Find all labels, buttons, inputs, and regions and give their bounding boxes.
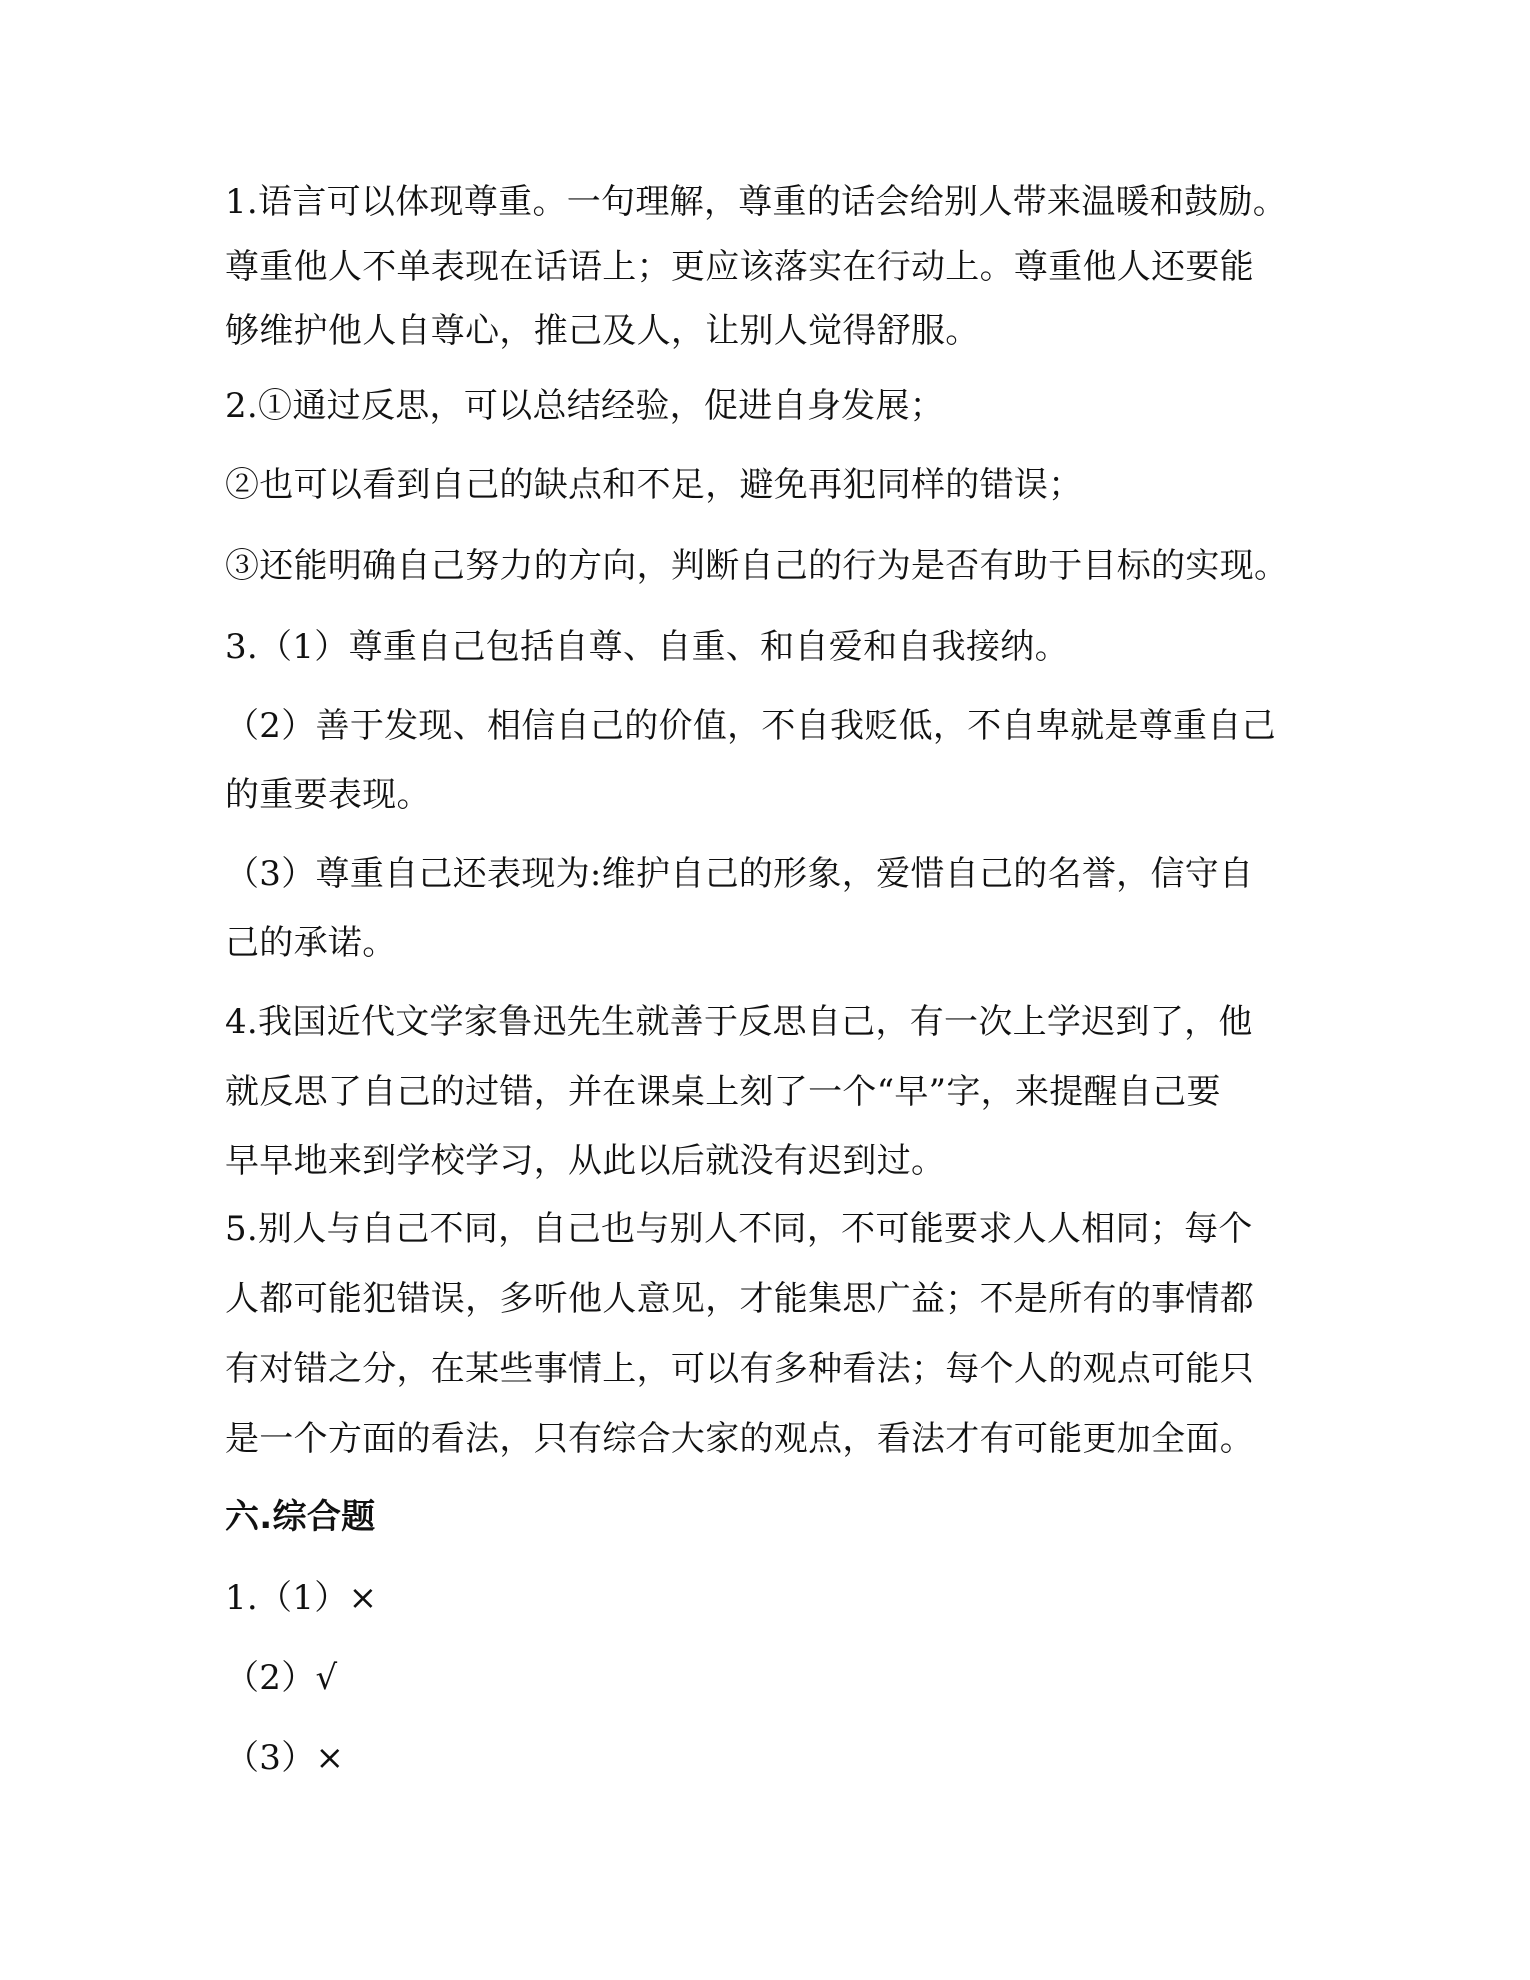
comprehensive-answer-1: 1.（1）×: [225, 1578, 378, 1618]
comprehensive-answer-2: （2）√: [225, 1658, 338, 1698]
answer-3-line-2: （2）善于发现、相信自己的价值，不自我贬低，不自卑就是尊重自己: [225, 706, 1276, 746]
answer-4-line-1: 4.我国近代文学家鲁迅先生就善于反思自己，有一次上学迟到了，他: [225, 1002, 1253, 1042]
answer-3-line-4: （3）尊重自己还表现为:维护自己的形象，爱惜自己的名誉，信守自: [225, 854, 1254, 894]
answer-5-line-1: 5.别人与自己不同，自己也与别人不同，不可能要求人人相同；每个: [225, 1209, 1253, 1249]
answer-2-line-3: ③还能明确自己努力的方向，判断自己的行为是否有助于目标的实现。: [225, 546, 1289, 586]
answer-2-line-2: ②也可以看到自己的缺点和不足，避免再犯同样的错误；: [225, 465, 1083, 505]
section-heading: 六.综合题: [225, 1497, 376, 1537]
answer-3-line-5: 己的承诺。: [225, 923, 397, 963]
answer-2-line-1: 2.①通过反思，可以总结经验，促进自身发展；: [225, 386, 945, 426]
answer-3-line-1: 3.（1）尊重自己包括自尊、自重、和自爱和自我接纳。: [225, 627, 1069, 667]
answer-5-line-4: 是一个方面的看法，只有综合大家的观点，看法才有可能更加全面。: [225, 1419, 1254, 1459]
answer-3-line-3: 的重要表现。: [225, 775, 431, 815]
answer-1-line-2: 尊重他人不单表现在话语上；更应该落实在行动上。尊重他人还要能: [225, 247, 1254, 287]
answer-1-line-1: 1.语言可以体现尊重。一句理解，尊重的话会给别人带来温暖和鼓励。: [225, 182, 1288, 222]
answer-5-line-2: 人都可能犯错误，多听他人意见，才能集思广益；不是所有的事情都: [225, 1279, 1254, 1319]
answer-4-line-2: 就反思了自己的过错，并在课桌上刻了一个“早”字，来提醒自己要: [225, 1072, 1221, 1112]
answer-4-line-3: 早早地来到学校学习，从此以后就没有迟到过。: [225, 1141, 946, 1181]
answer-1-line-3: 够维护他人自尊心，推己及人，让别人觉得舒服。: [225, 311, 980, 351]
comprehensive-answer-3: （3）×: [225, 1738, 345, 1778]
answer-5-line-3: 有对错之分，在某些事情上，可以有多种看法；每个人的观点可能只: [225, 1349, 1254, 1389]
